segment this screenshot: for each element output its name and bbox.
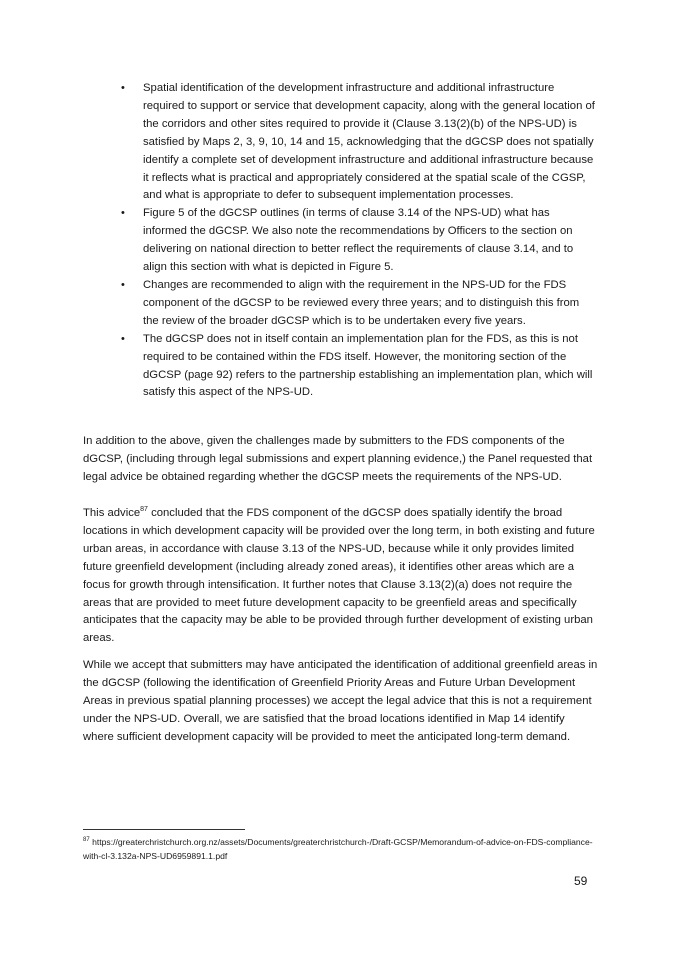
list-item (121, 277, 595, 331)
footnote-divider (83, 829, 245, 830)
bullet-icon: • (121, 82, 125, 94)
footnote-number: 87 (83, 837, 90, 844)
footnote-url[interactable]: https://greaterchristchurch.org.nz/assets/Documents/greaterchristchurch-/Draft-GCSP/Memorandum-of-advice-on-FDS-compliance-with-cl-3.132a-NPS-UD6959891.1.pdf (83, 837, 593, 861)
footnote-reference[interactable]: 87 (140, 506, 148, 514)
paragraph-legal-advice-request: In addition to the above, given the challenges made by submitters to the FDS components of the dGCSP, (including through legal submissions and expert planning evidence,) the Panel requested that legal advice be obtained regarding whether the dGCSP meets the requirements of the NPS-UD. (83, 435, 593, 483)
bullet-list (121, 80, 595, 402)
paragraph-panel-finding: While we accept that submitters may have anticipated the identification of additional greenfield areas in the dGCSP (following the identification of Greenfield Priority Areas and Future Urban Development Areas in previous spatial planning processes) we accept the legal advice that this is not a requirement under the NPS-UD. Overall, we are satisfied that the broad locations identified in Map 14 identify where sufficient development capacity will be provided to meet the anticipated long-term demand. (83, 659, 598, 743)
bullet-icon: • (121, 207, 125, 220)
footnote (83, 836, 598, 863)
list-item (121, 205, 595, 277)
paragraph-body: concluded that the FDS component of the dGCSP does spatially identify the broad locations in which development capacity will be provided over the long term, in both existing and future urban areas, in accordance with clause 3.13 of the NPS-UD, because while it only provides limited future greenfield development (including already zoned areas), it identifies other areas which are a focus for growth through intensification. It further notes that Clause 3.13(2)(a) does not require the areas that are provided to meet future development capacity to be greenfield areas and specifically anticipates that the capacity may be able to be provided through further development of existing urban areas. (83, 507, 595, 645)
list-item (121, 331, 595, 403)
bullet-icon: • (121, 332, 125, 345)
bullet-icon: • (121, 278, 125, 291)
bullet-text: Spatial identification of the development infrastructure and additional infrastructure required to support or service that development capacity, along with the general location of the corridors and other sites required to provide it (Clause 3.13(2)(b) of the NPS-UD) is satisfied by Maps 2, 3, 9, 10, 14 and 15, acknowledging that the dGCSP does not spatially identify a complete set of development infrastructure and additional infrastructure because it reflects what is practical and appropriately considered at the spatial scale of the CGSP, and what is appropriate to defer to subsequent implementation processes. (143, 82, 595, 202)
bullet-text: The dGCSP does not in itself contain an implementation plan for the FDS, as this is not required to be contained within the FDS itself. However, the monitoring section of the dGCSP (page 92) refers to the partnership establishing an implementation plan, which will satisfy this aspect of the NPS-UD. (143, 332, 593, 399)
bullet-text: Figure 5 of the dGCSP outlines (in terms of clause 3.14 of the NPS-UD) what has informed the dGCSP. We also note the recommendations by Officers to the section on delivering on national direction to better reflect the requirements of clause 3.14, and to align this section with what is depicted in Figure 5. (143, 207, 574, 274)
bullet-text: Changes are recommended to align with the requirement in the NPS-UD for the FDS component of the dGCSP to be reviewed every three years; and to distinguish this from the review of the broader dGCSP which is to be undertaken every five years. (143, 278, 580, 327)
paragraph-advice-conclusion (83, 505, 598, 648)
list-item (121, 80, 595, 205)
paragraph-lead: This advice (83, 507, 141, 519)
page-number: 59 (574, 874, 588, 888)
